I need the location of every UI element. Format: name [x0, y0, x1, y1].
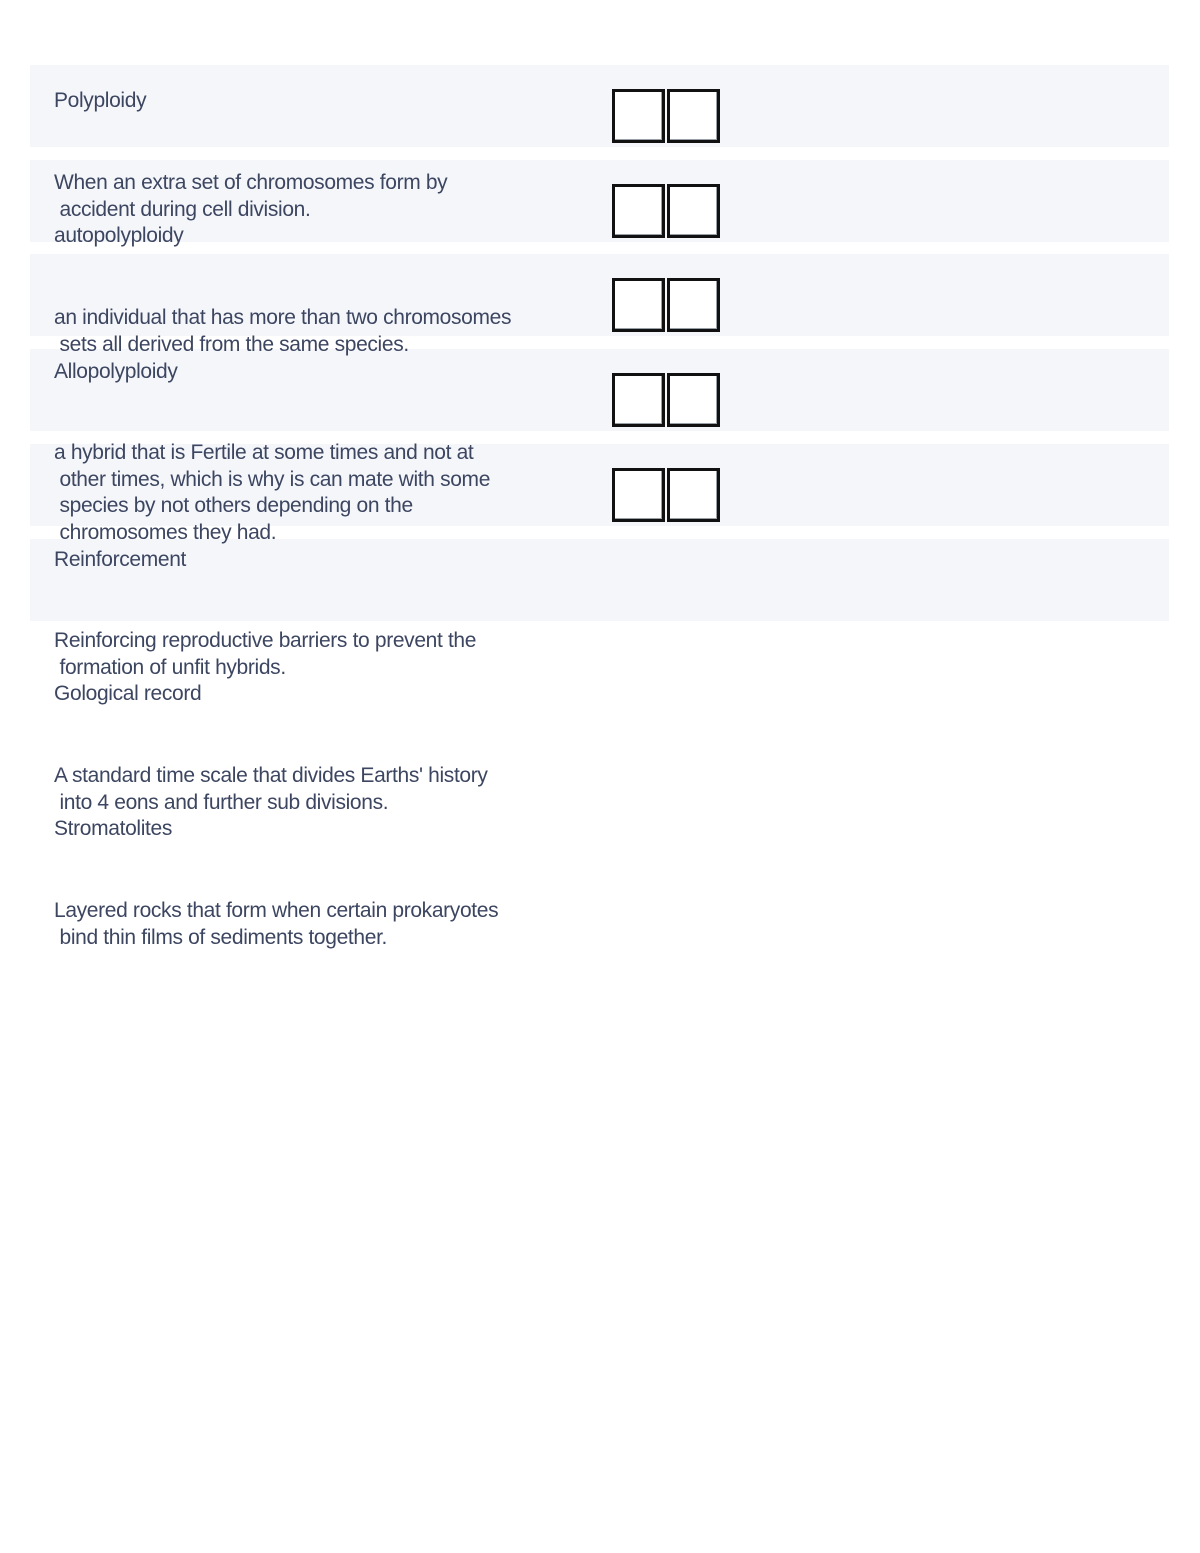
card-definition: a hybrid that is Fertile at some times and not at other times, which is why is can mate with some species by not others depending on the chromosomes they had.: [54, 441, 491, 544]
card-term: autopolyploidy: [54, 224, 184, 247]
card-definition: Layered rocks that form when certain prokaryotes bind thin films of sediments together.: [54, 899, 499, 949]
answer-box[interactable]: [667, 184, 720, 238]
answer-box[interactable]: [667, 89, 720, 143]
answer-boxes-4: [612, 373, 721, 427]
card-term: Stromatolites: [54, 817, 172, 840]
answer-box[interactable]: [612, 184, 665, 238]
answer-box[interactable]: [667, 468, 720, 522]
answer-boxes-5: [612, 468, 721, 522]
answer-box[interactable]: [612, 278, 665, 332]
answer-boxes-1: [612, 89, 721, 143]
answer-boxes-3: [612, 278, 721, 332]
card-definition: Reinforcing reproductive barriers to prevent the formation of unfit hybrids.: [54, 629, 477, 679]
card-term: Gological record: [54, 682, 202, 705]
card-term: Allopolyploidy: [54, 360, 178, 383]
answer-box[interactable]: [612, 89, 665, 143]
card-definition: an individual that has more than two chromosomes sets all derived from the same species.: [54, 306, 512, 356]
card-term: Reinforcement: [54, 548, 187, 571]
card-definition: A standard time scale that divides Earths' history into 4 eons and further sub divisions.: [54, 764, 488, 814]
answer-box[interactable]: [667, 278, 720, 332]
answer-box[interactable]: [612, 468, 665, 522]
answer-boxes-2: [612, 184, 721, 238]
card-definition: When an extra set of chromosomes form by accident during cell division.: [54, 171, 448, 221]
answer-box[interactable]: [612, 373, 665, 427]
card-term: Polyploidy: [54, 89, 147, 112]
answer-box[interactable]: [667, 373, 720, 427]
